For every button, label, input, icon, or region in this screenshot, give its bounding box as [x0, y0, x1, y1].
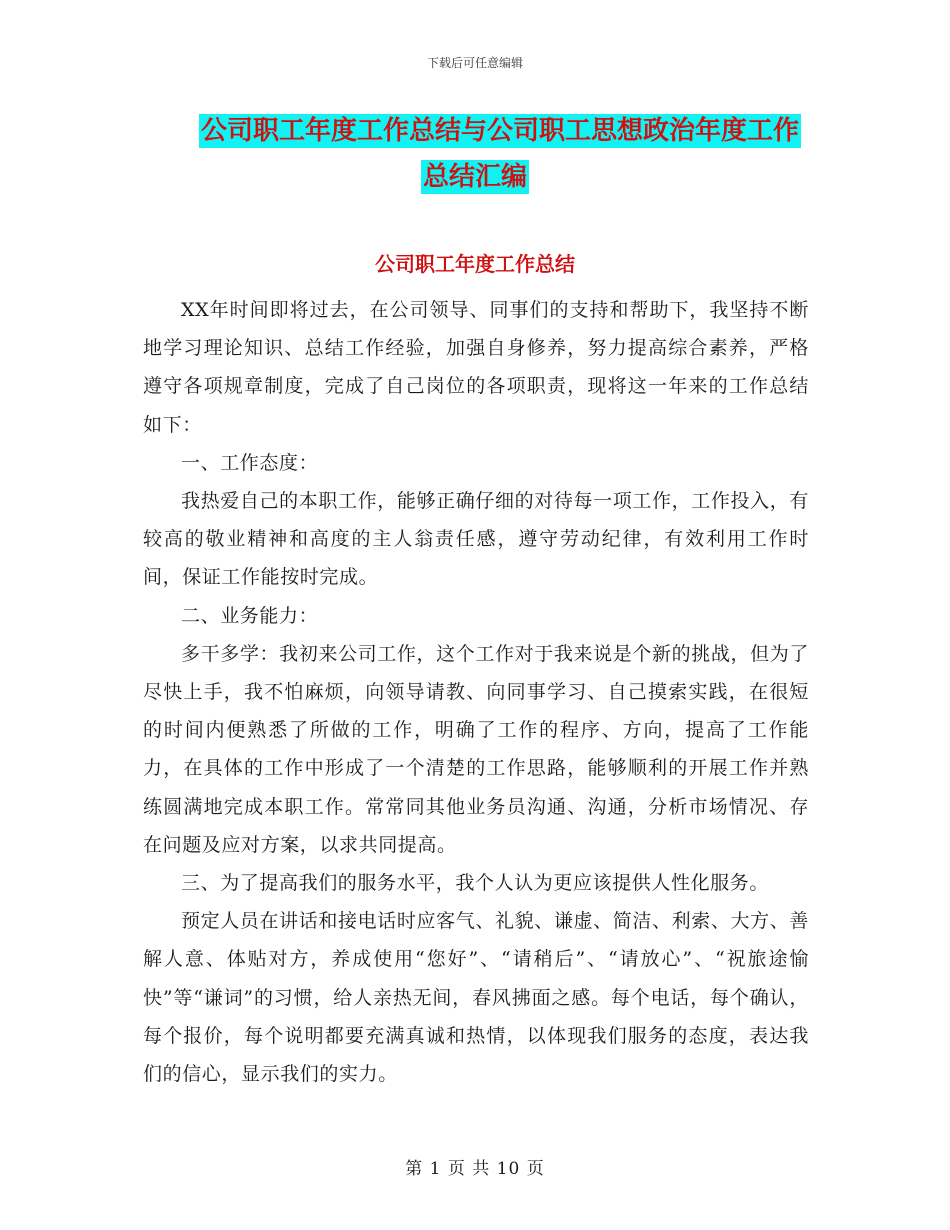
- paragraph-attitude: 我热爱自己的本职工作，能够正确仔细的对待每一项工作，工作投入，有较高的敬业精神和高度的主人翁责任感，遵守劳动纪律，有效利用工作时间，保证工作能按时完成。: [143, 490, 809, 589]
- paragraph-intro: XX年时间即将过去，在公司领导、同事们的支持和帮助下，我坚持不断地学习理论知识、总结工作经验，加强自身修养，努力提高综合素养，严格遵守各项规章制度，完成了自己岗位的各项职责，现将这一年来的工作总结如下：: [143, 299, 809, 436]
- paragraph-ability: 多干多学：我初来公司工作，这个工作对于我来说是个新的挑战，但为了尽快上手，我不怕麻烦，向领导请教、向同事学习、自己摸索实践，在很短的时间内便熟悉了所做的工作，明确了工作的程序、方向，提高了工作能力，在具体的工作中形成了一个清楚的工作思路，能够顺利的开展工作并熟练圆满地完成本职工作。常常同其他业务员沟通、沟通，分析市场情况、存在问题及应对方案，以求共同提高。: [143, 642, 809, 856]
- paragraph-heading-ability: 二、业务能力：: [181, 604, 319, 627]
- title-line-1: [0, 108, 950, 154]
- section-title: 公司职工年度工作总结: [375, 252, 575, 276]
- document-body: [143, 291, 809, 1093]
- page-number-footer: 第 1 页 共 10 页: [405, 1159, 545, 1179]
- header-note: 下载后可任意编辑: [426, 56, 523, 70]
- title-line-1-text: 公司职工年度工作总结与公司职工思想政治年度工作: [200, 116, 799, 146]
- title-line-2: [0, 154, 950, 200]
- title-line-2-text: 总结汇编: [422, 162, 527, 192]
- paragraph-heading-service: 三、为了提高我们的服务水平，我个人认为更应该提供人性化服务。: [181, 872, 770, 895]
- paragraph-heading-attitude: 一、工作态度：: [181, 451, 319, 474]
- paragraph-service: 预定人员在讲话和接电话时应客气、礼貌、谦虚、简洁、利索、大方、善解人意、体贴对方，养成使用“您好”、“请稍后”、“请放心”、“祝旅途愉快”等“谦词”的习惯，给人亲热无间，春风拂面之感。每个电话，每个确认，每个报价，每个说明都要充满真诚和热情，以体现我们服务的态度，表达我们的信心，显示我们的实力。: [143, 910, 809, 1086]
- document-title: [0, 108, 950, 200]
